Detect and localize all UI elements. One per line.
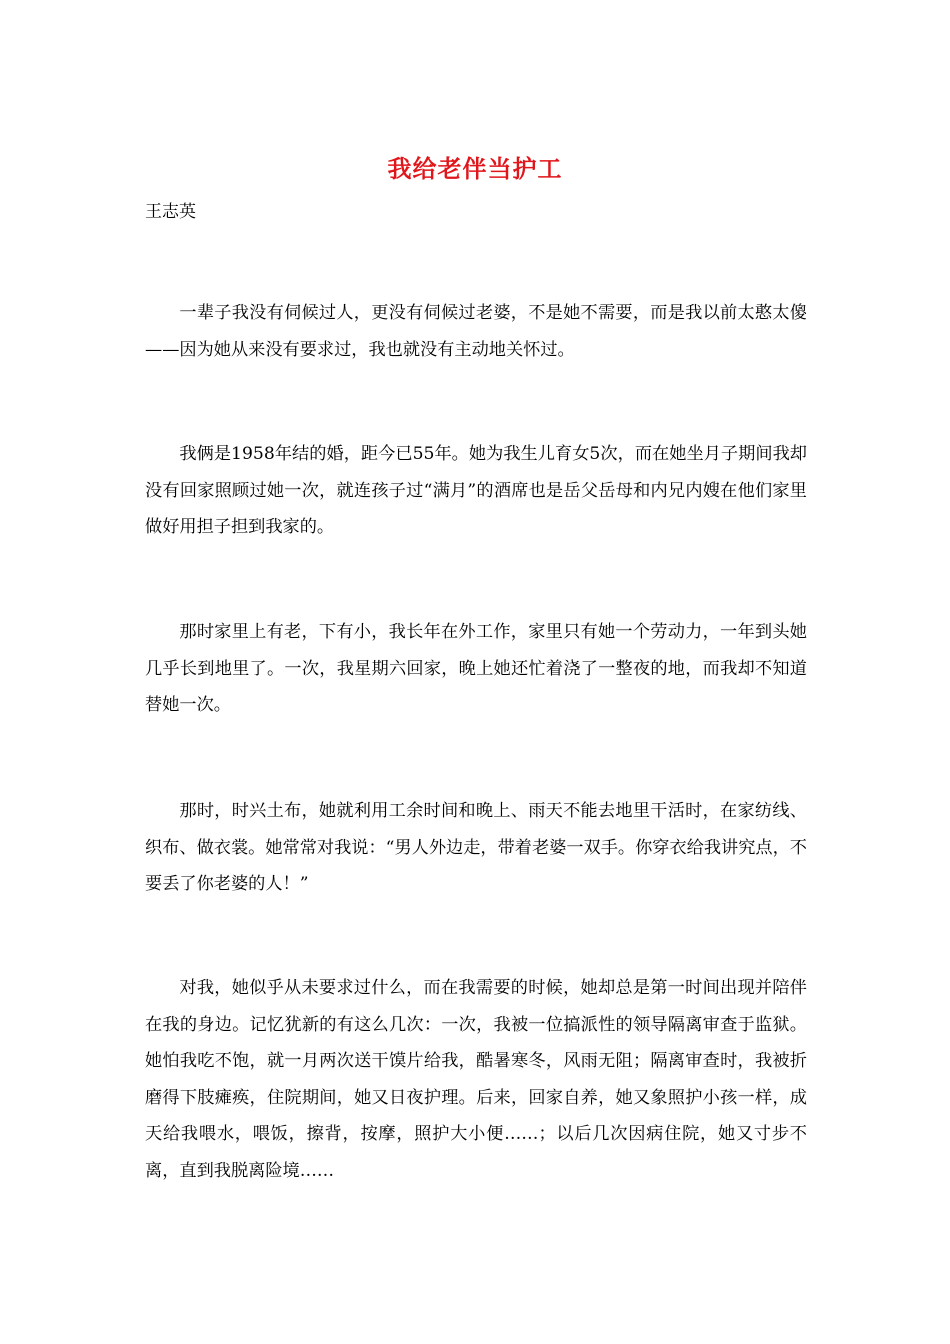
document-title: 我给老伴当护工: [387, 154, 563, 183]
paragraph-4: 那时，时兴土布，她就利用工余时间和晚上、雨天不能去地里干活时，在家纺线、织布、做衣裳。她常常对我说：“男人外边走，带着老婆一双手。你穿衣给我讲究点，不要丢了你老婆的人！”: [145, 801, 807, 895]
paragraph-5: 对我，她似乎从未要求过什么，而在我需要的时候，她却总是第一时间出现并陪伴在我的身边。记忆犹新的有这么几次：一次，我被一位搞派性的领导隔离审查于监狱。她怕我吃不饱，就一月两次送干馍片给我，酷暑寒冬，风雨无阻；隔离审查时，我被折磨得下肢瘫痪，住院期间，她又日夜护理。后来，回家自养，她又象照护小孩一样，成天给我喂水，喂饭，擦背，按摩，照护大小便……；以后几次因病住院，她又寸步不离，直到我脱离险境……: [145, 978, 807, 1181]
paragraph-3: 那时家里上有老，下有小，我长年在外工作，家里只有她一个劳动力，一年到头她几乎长到地里了。一次，我星期六回家，晚上她还忙着浇了一整夜的地，而我却不知道替她一次。: [145, 622, 807, 716]
author-name: 王志英: [145, 202, 196, 222]
paragraph-1: 一辈子我没有伺候过人，更没有伺候过老婆，不是她不需要，而是我以前太憨太傻——因为她从来没有要求过，我也就没有主动地关怀过。: [145, 303, 807, 360]
paragraph-2: 我俩是1958年结的婚，距今已55年。她为我生儿育女5次，而在她坐月子期间我却没有回家照顾过她一次，就连孩子过“满月”的酒席也是岳父岳母和内兄内嫂在他们家里做好用担子担到我家的。: [145, 444, 807, 538]
